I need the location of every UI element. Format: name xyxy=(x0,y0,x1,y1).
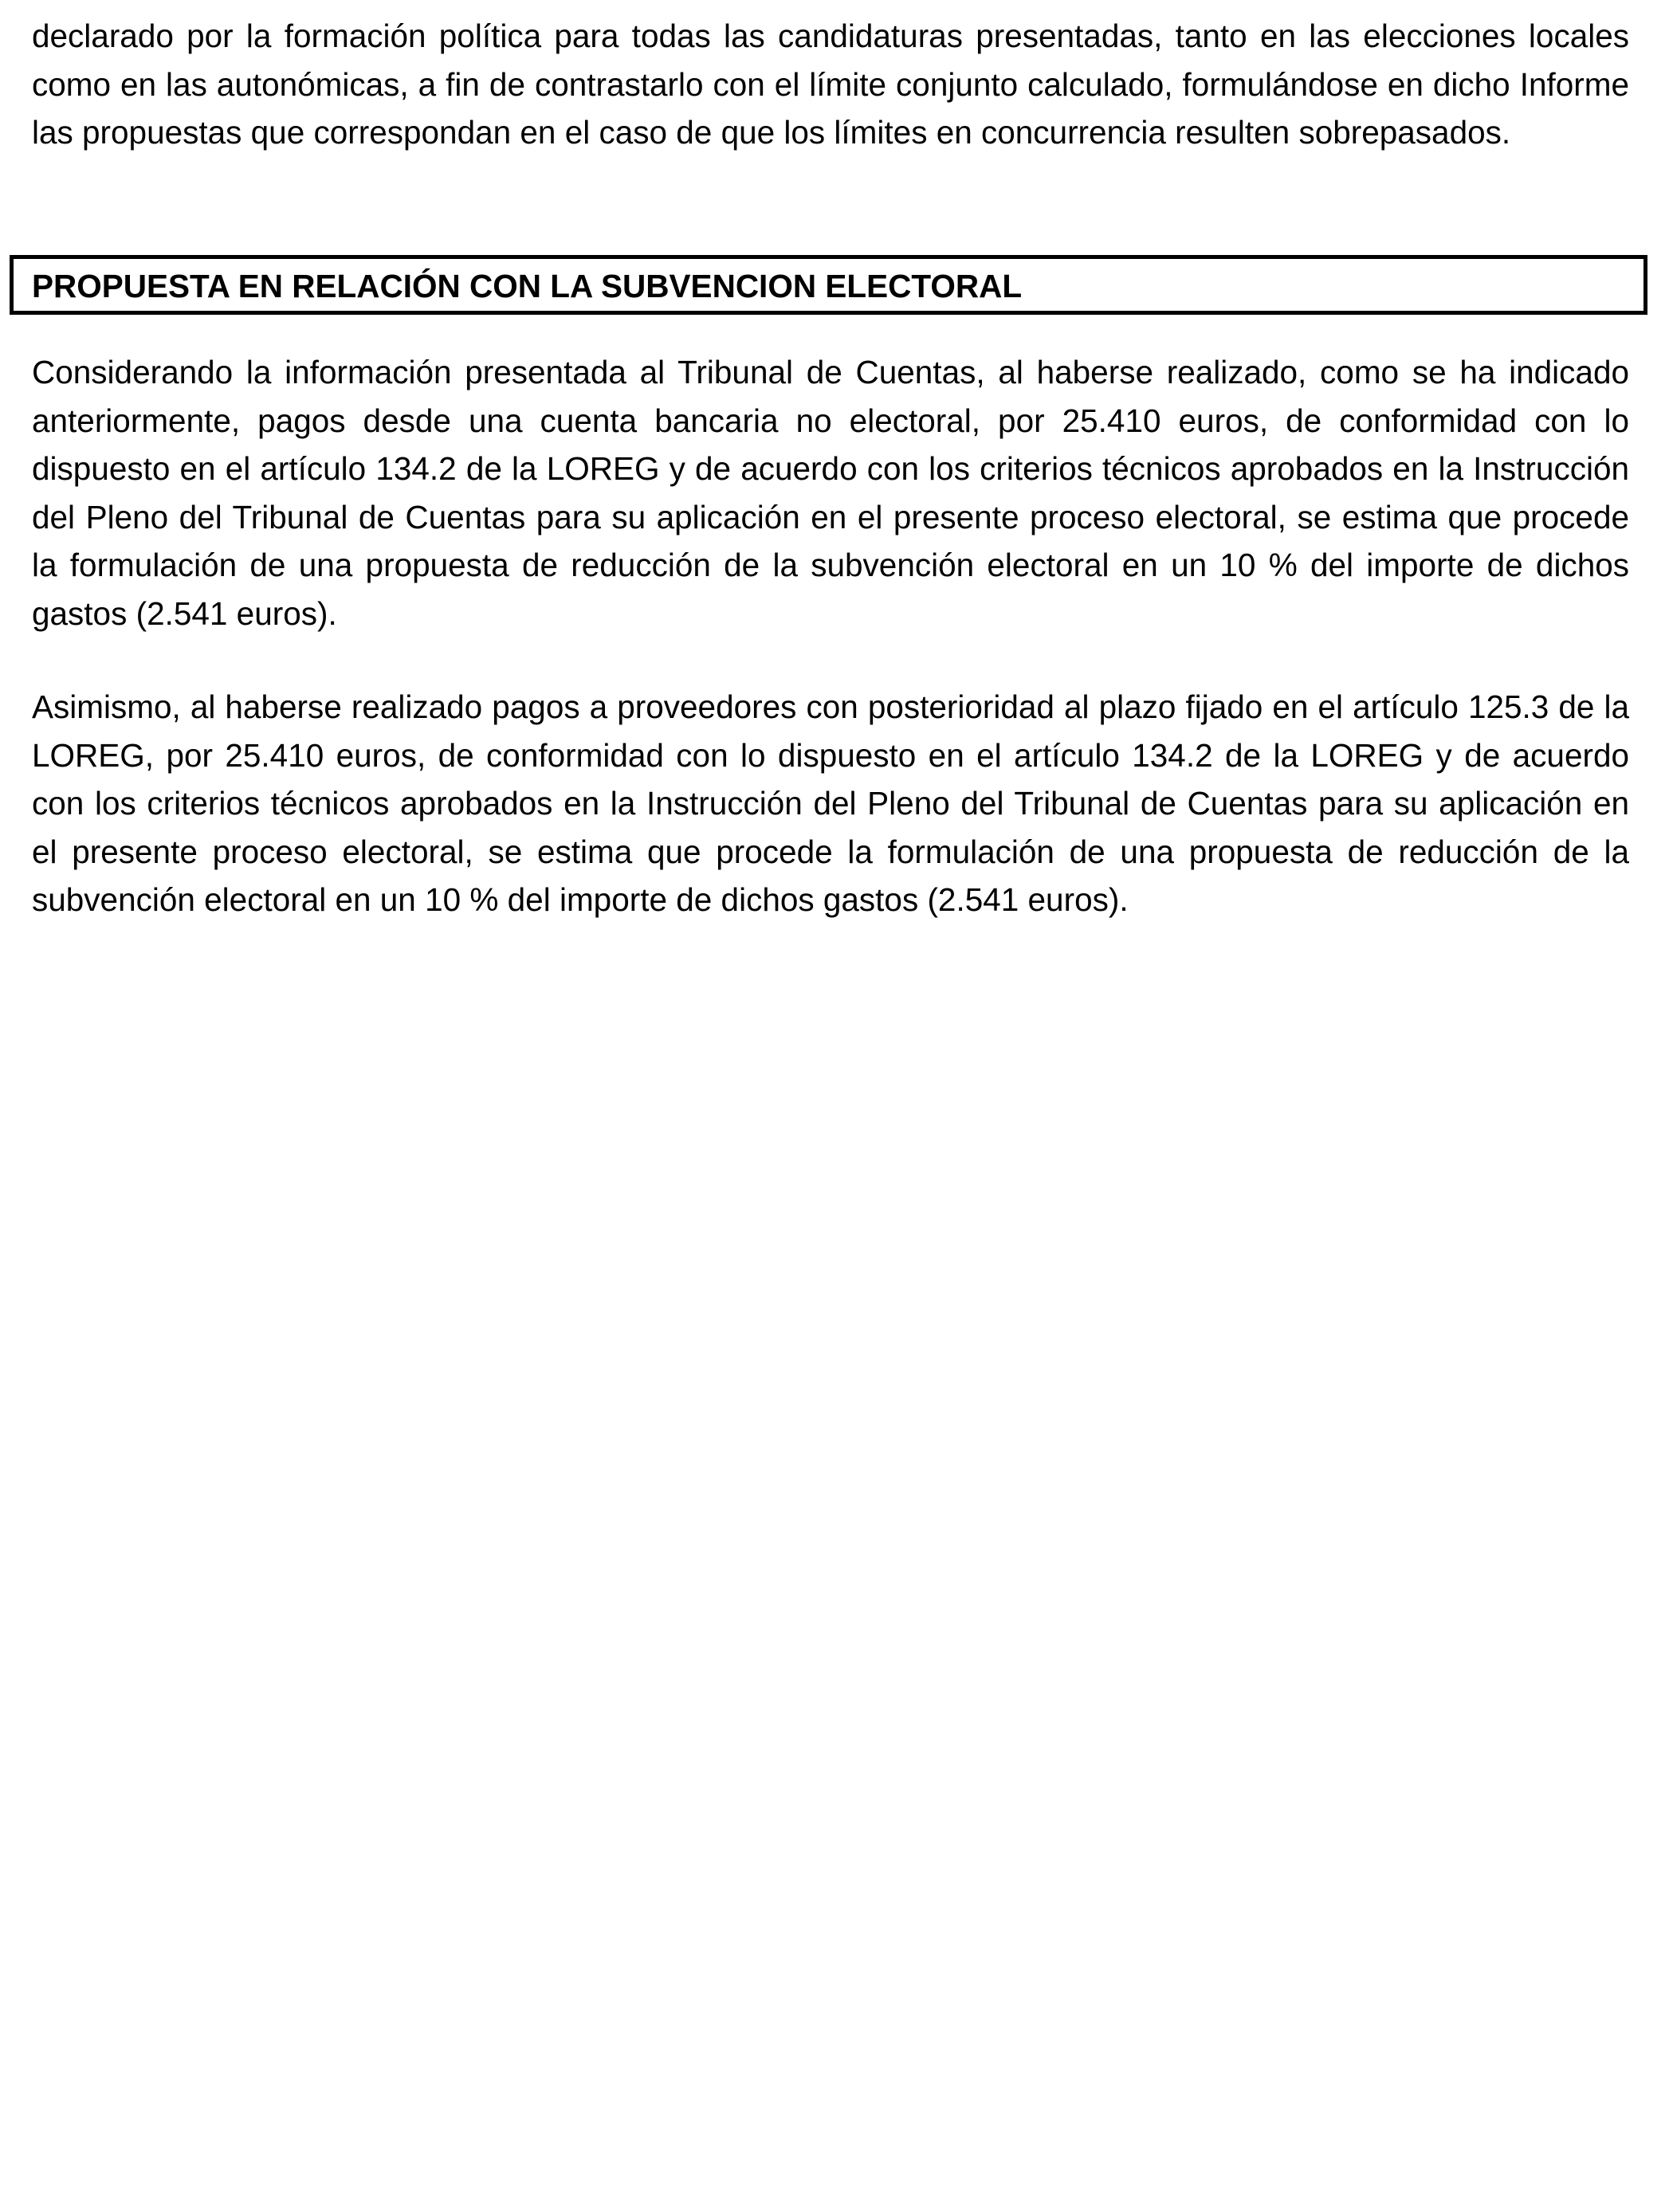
intro-paragraph: declarado por la formación política para todas las candidaturas presentadas, tanto en las elecciones locales como en las autonómicas, a fin de contrastarlo con el límite conjunto calculado, formulándose en dicho Informe las propuestas que correspondan en el caso de que los límites en concurrencia resulten sobrepasados. xyxy=(32,18,1629,151)
section-heading-box xyxy=(10,255,1647,315)
section-paragraph-2: Asimismo, al haberse realizado pagos a proveedores con posterioridad al plazo fijado en el artículo 125.3 de la LOREG, por 25.410 euros, de conformidad con lo dispuesto en el artículo 134.2 de la LOREG y de acuerdo con los criterios técnicos aprobados en la Instrucción del Pleno del Tribunal de Cuentas para su aplicación en el presente proceso electoral, se estima que procede la formulación de una propuesta de reducción de la subvención electoral en un 10 % del importe de dichos gastos (2.541 euros). xyxy=(32,688,1629,918)
section-paragraph-1: Considerando la información presentada al Tribunal de Cuentas, al haberse realizado, como se ha indicado anteriormente, pagos desde una cuenta bancaria no electoral, por 25.410 euros, de conformidad con lo dispuesto en el artículo 134.2 de la LOREG y de acuerdo con los criterios técnicos aprobados en la Instrucción del Pleno del Tribunal de Cuentas para su aplicación en el presente proceso electoral, se estima que procede la formulación de una propuesta de reducción de la subvención electoral en un 10 % del importe de dichos gastos (2.541 euros). xyxy=(32,354,1629,632)
section-title: PROPUESTA EN RELACIÓN CON LA SUBVENCION ELECTORAL xyxy=(32,268,1023,304)
